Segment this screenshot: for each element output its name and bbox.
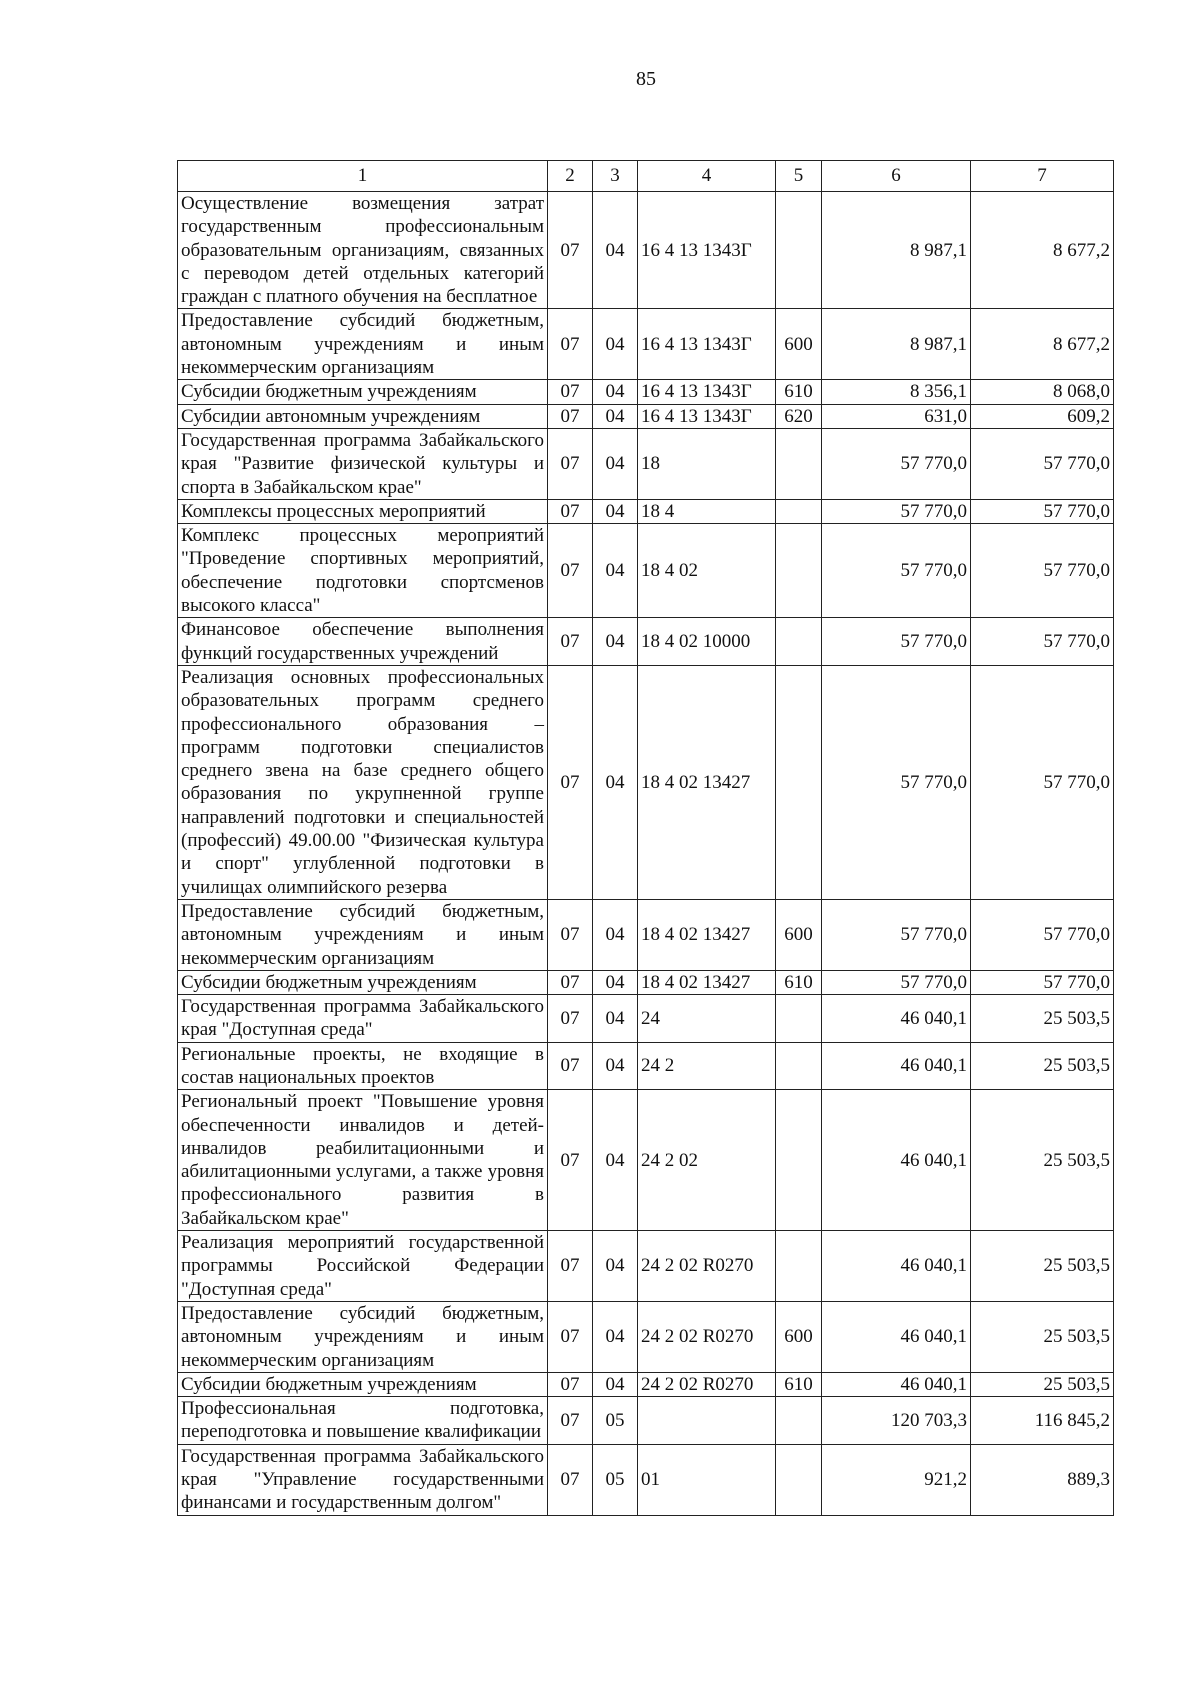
row-subsection: 04	[593, 1090, 638, 1231]
row-target-code: 24 2	[638, 1042, 776, 1090]
row-target-code: 18 4 02 13427	[638, 970, 776, 994]
row-name: Профессиональная подготовка, переподготовка и повышение квалификации	[178, 1397, 548, 1445]
row-subsection: 04	[593, 665, 638, 899]
row-expense-type: 610	[776, 380, 822, 404]
row-section: 07	[548, 1042, 593, 1090]
table-row	[178, 192, 1114, 309]
row-section: 07	[548, 428, 593, 499]
row-subsection: 04	[593, 192, 638, 309]
row-amount-col6: 57 770,0	[822, 524, 971, 618]
row-name: Реализация основных профессиональных образовательных программ среднего профессионального образования – программ подготовки специалистов среднего звена на базе среднего общего образования по укрупненной группе направлений подготовки и специальностей (профессий) 49.00.00 "Физическая культура и спорт" углубленной подготовки в училищах олимпийского резерва	[178, 665, 548, 899]
table-row	[178, 665, 1114, 899]
row-name: Государственная программа Забайкальского края "Развитие физической культуры и спорта в Забайкальском крае"	[178, 428, 548, 499]
row-amount-col7: 57 770,0	[971, 618, 1114, 666]
row-amount-col6: 57 770,0	[822, 428, 971, 499]
row-subsection: 04	[593, 995, 638, 1043]
row-amount-col6: 57 770,0	[822, 899, 971, 970]
row-expense-type	[776, 1444, 822, 1515]
row-amount-col6: 57 770,0	[822, 499, 971, 523]
row-target-code: 18 4 02 13427	[638, 665, 776, 899]
row-expense-type: 600	[776, 899, 822, 970]
row-target-code: 18 4	[638, 499, 776, 523]
row-subsection: 04	[593, 1372, 638, 1396]
row-amount-col7: 116 845,2	[971, 1397, 1114, 1445]
row-subsection: 05	[593, 1444, 638, 1515]
row-section: 07	[548, 524, 593, 618]
row-target-code	[638, 1397, 776, 1445]
row-section: 07	[548, 899, 593, 970]
row-section: 07	[548, 192, 593, 309]
row-target-code: 18 4 02 10000	[638, 618, 776, 666]
row-amount-col6: 631,0	[822, 404, 971, 428]
table-row	[178, 1231, 1114, 1302]
row-name: Реализация мероприятий государственной программы Российской Федерации "Доступная среда"	[178, 1231, 548, 1302]
row-amount-col7: 889,3	[971, 1444, 1114, 1515]
table-row	[178, 1397, 1114, 1445]
row-section: 07	[548, 665, 593, 899]
table-row	[178, 899, 1114, 970]
row-amount-col7: 609,2	[971, 404, 1114, 428]
row-section: 07	[548, 1397, 593, 1445]
table-row	[178, 970, 1114, 994]
row-name: Субсидии бюджетным учреждениям	[178, 380, 548, 404]
row-name: Государственная программа Забайкальского края "Доступная среда"	[178, 995, 548, 1043]
row-amount-col7: 25 503,5	[971, 1372, 1114, 1396]
header-cell-7: 7	[971, 161, 1114, 192]
row-section: 07	[548, 1090, 593, 1231]
table-row	[178, 1090, 1114, 1231]
row-name: Предоставление субсидий бюджетным, автономным учреждениям и иным некоммерческим организациям	[178, 899, 548, 970]
row-section: 07	[548, 1301, 593, 1372]
row-name: Предоставление субсидий бюджетным, автономным учреждениям и иным некоммерческим организациям	[178, 309, 548, 380]
table-row	[178, 1301, 1114, 1372]
table-row	[178, 1042, 1114, 1090]
row-amount-col6: 46 040,1	[822, 1042, 971, 1090]
header-cell-3: 3	[593, 161, 638, 192]
row-section: 07	[548, 1444, 593, 1515]
row-amount-col7: 57 770,0	[971, 428, 1114, 499]
row-name: Комплексы процессных мероприятий	[178, 499, 548, 523]
row-target-code: 16 4 13 1343Г	[638, 404, 776, 428]
budget-table	[177, 160, 1114, 1516]
row-target-code: 18	[638, 428, 776, 499]
row-expense-type: 610	[776, 970, 822, 994]
row-target-code: 16 4 13 1343Г	[638, 380, 776, 404]
row-amount-col7: 8 068,0	[971, 380, 1114, 404]
row-section: 07	[548, 404, 593, 428]
table-row	[178, 618, 1114, 666]
row-amount-col6: 46 040,1	[822, 995, 971, 1043]
header-cell-2: 2	[548, 161, 593, 192]
page-number: 85	[636, 68, 656, 90]
row-amount-col7: 57 770,0	[971, 970, 1114, 994]
row-subsection: 04	[593, 404, 638, 428]
row-target-code: 16 4 13 1343Г	[638, 192, 776, 309]
row-name: Комплекс процессных мероприятий "Проведение спортивных мероприятий, обеспечение подготовки спортсменов высокого класса"	[178, 524, 548, 618]
row-subsection: 05	[593, 1397, 638, 1445]
table-row	[178, 995, 1114, 1043]
row-subsection: 04	[593, 899, 638, 970]
row-amount-col6: 57 770,0	[822, 618, 971, 666]
row-subsection: 04	[593, 1231, 638, 1302]
table-row	[178, 309, 1114, 380]
row-amount-col6: 921,2	[822, 1444, 971, 1515]
row-amount-col7: 25 503,5	[971, 1231, 1114, 1302]
row-expense-type	[776, 618, 822, 666]
row-expense-type	[776, 1231, 822, 1302]
row-expense-type: 600	[776, 1301, 822, 1372]
row-amount-col7: 57 770,0	[971, 499, 1114, 523]
row-expense-type	[776, 995, 822, 1043]
table-row	[178, 1372, 1114, 1396]
row-subsection: 04	[593, 380, 638, 404]
row-target-code: 01	[638, 1444, 776, 1515]
row-amount-col7: 25 503,5	[971, 1301, 1114, 1372]
row-amount-col6: 8 356,1	[822, 380, 971, 404]
row-target-code: 24 2 02 R0270	[638, 1301, 776, 1372]
table-header-row	[178, 161, 1114, 192]
table-row	[178, 404, 1114, 428]
row-name: Региональный проект "Повышение уровня обеспеченности инвалидов и детей-инвалидов реабилитационными и абилитационными услугами, а также уровня профессионального развития в Забайкальском крае"	[178, 1090, 548, 1231]
row-section: 07	[548, 1372, 593, 1396]
row-subsection: 04	[593, 1301, 638, 1372]
row-subsection: 04	[593, 1042, 638, 1090]
row-amount-col7: 57 770,0	[971, 524, 1114, 618]
row-amount-col6: 46 040,1	[822, 1090, 971, 1231]
row-expense-type	[776, 192, 822, 309]
row-subsection: 04	[593, 428, 638, 499]
row-name: Региональные проекты, не входящие в состав национальных проектов	[178, 1042, 548, 1090]
row-target-code: 24	[638, 995, 776, 1043]
row-expense-type	[776, 665, 822, 899]
row-section: 07	[548, 618, 593, 666]
row-amount-col6: 57 770,0	[822, 970, 971, 994]
row-amount-col7: 57 770,0	[971, 665, 1114, 899]
row-subsection: 04	[593, 309, 638, 380]
header-cell-4: 4	[638, 161, 776, 192]
row-target-code: 24 2 02 R0270	[638, 1372, 776, 1396]
row-amount-col6: 46 040,1	[822, 1301, 971, 1372]
table-row	[178, 1444, 1114, 1515]
row-amount-col6: 8 987,1	[822, 309, 971, 380]
header-cell-5: 5	[776, 161, 822, 192]
row-subsection: 04	[593, 970, 638, 994]
row-target-code: 24 2 02 R0270	[638, 1231, 776, 1302]
row-target-code: 24 2 02	[638, 1090, 776, 1231]
row-expense-type	[776, 1090, 822, 1231]
row-amount-col7: 8 677,2	[971, 192, 1114, 309]
row-expense-type	[776, 524, 822, 618]
row-name: Субсидии бюджетным учреждениям	[178, 970, 548, 994]
row-name: Осуществление возмещения затрат государственным профессиональным образовательным организациям, связанных с переводом детей отдельных категорий граждан с платного обучения на бесплатное	[178, 192, 548, 309]
row-expense-type	[776, 1042, 822, 1090]
row-subsection: 04	[593, 524, 638, 618]
row-amount-col6: 46 040,1	[822, 1231, 971, 1302]
row-expense-type: 620	[776, 404, 822, 428]
row-expense-type: 610	[776, 1372, 822, 1396]
row-amount-col7: 25 503,5	[971, 1090, 1114, 1231]
row-amount-col6: 120 703,3	[822, 1397, 971, 1445]
row-section: 07	[548, 970, 593, 994]
row-section: 07	[548, 309, 593, 380]
row-expense-type	[776, 1397, 822, 1445]
row-amount-col6: 8 987,1	[822, 192, 971, 309]
row-section: 07	[548, 380, 593, 404]
row-amount-col7: 25 503,5	[971, 1042, 1114, 1090]
row-name: Субсидии автономным учреждениям	[178, 404, 548, 428]
row-section: 07	[548, 499, 593, 523]
header-cell-6: 6	[822, 161, 971, 192]
table-row	[178, 428, 1114, 499]
row-target-code: 16 4 13 1343Г	[638, 309, 776, 380]
row-name: Государственная программа Забайкальского края "Управление государственными финансами и государственным долгом"	[178, 1444, 548, 1515]
row-expense-type: 600	[776, 309, 822, 380]
row-expense-type	[776, 499, 822, 523]
row-amount-col7: 25 503,5	[971, 995, 1114, 1043]
row-target-code: 18 4 02 13427	[638, 899, 776, 970]
row-name: Предоставление субсидий бюджетным, автономным учреждениям и иным некоммерческим организациям	[178, 1301, 548, 1372]
row-name: Субсидии бюджетным учреждениям	[178, 1372, 548, 1396]
row-subsection: 04	[593, 499, 638, 523]
row-expense-type	[776, 428, 822, 499]
header-cell-1: 1	[178, 161, 548, 192]
table-row	[178, 380, 1114, 404]
row-amount-col7: 8 677,2	[971, 309, 1114, 380]
row-amount-col6: 46 040,1	[822, 1372, 971, 1396]
row-amount-col7: 57 770,0	[971, 899, 1114, 970]
row-amount-col6: 57 770,0	[822, 665, 971, 899]
table-body	[178, 192, 1114, 1516]
table-row	[178, 499, 1114, 523]
table-row	[178, 524, 1114, 618]
row-section: 07	[548, 995, 593, 1043]
row-section: 07	[548, 1231, 593, 1302]
row-name: Финансовое обеспечение выполнения функций государственных учреждений	[178, 618, 548, 666]
row-target-code: 18 4 02	[638, 524, 776, 618]
row-subsection: 04	[593, 618, 638, 666]
